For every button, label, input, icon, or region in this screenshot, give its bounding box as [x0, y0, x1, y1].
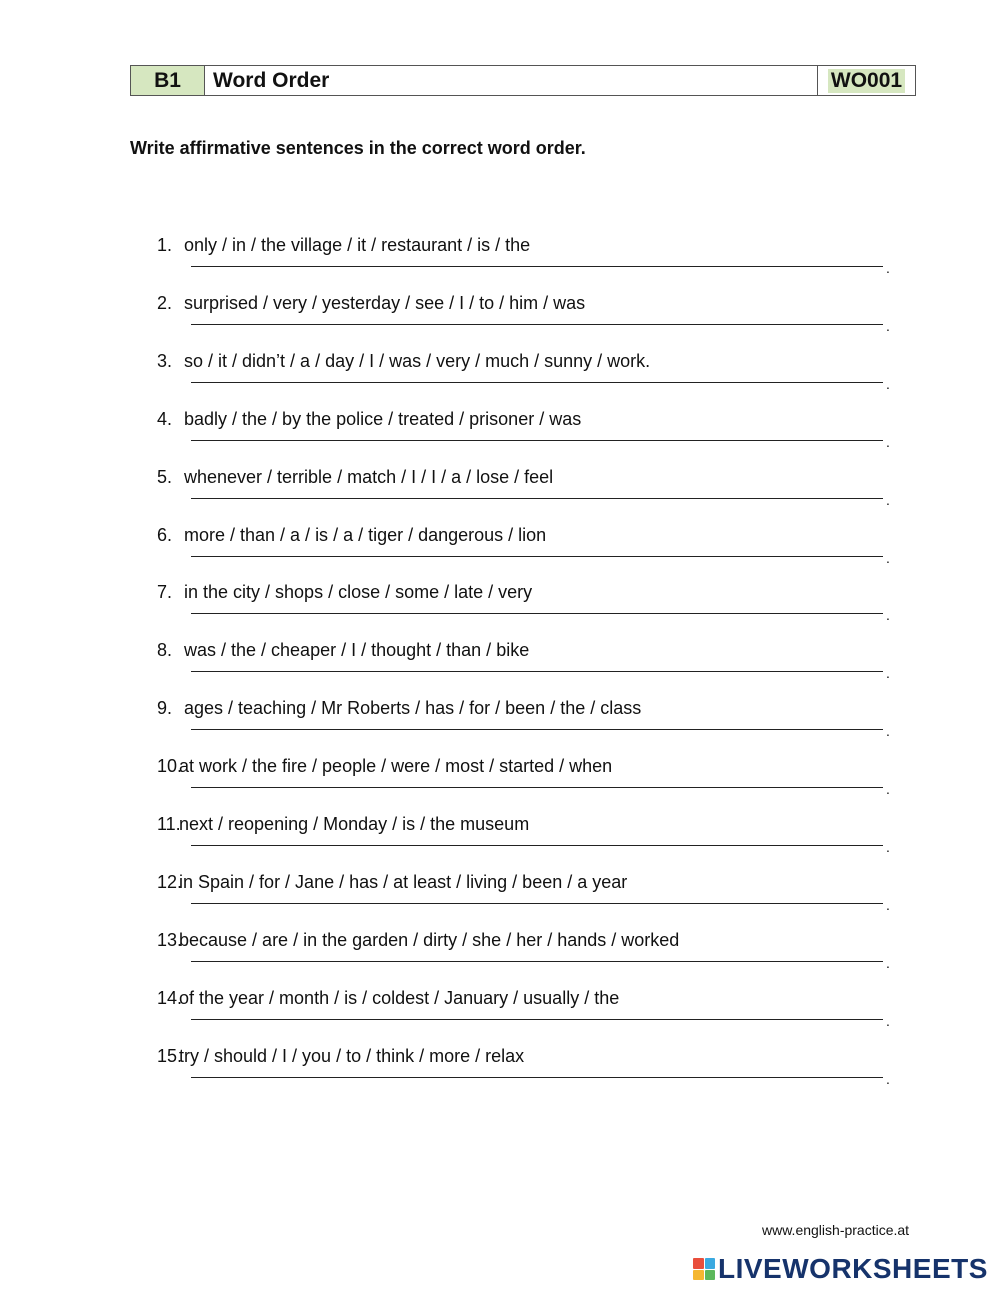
answer-period: .: [886, 607, 890, 624]
exercise-item: [150, 698, 910, 756]
exercise-item: [150, 525, 910, 583]
exercise-item: [150, 930, 910, 988]
item-number: 10.: [157, 756, 183, 777]
answer-line[interactable]: [191, 556, 883, 557]
answer-line[interactable]: [191, 498, 883, 499]
instruction-text: Write affirmative sentences in the correct word order.: [130, 138, 586, 158]
exercise-item: [150, 1046, 910, 1104]
item-words: in the city / shops / close / some / late / very: [184, 582, 533, 603]
exercise-item: [150, 756, 910, 814]
answer-line[interactable]: [191, 671, 883, 672]
site-url[interactable]: www.english-practice.at: [762, 1222, 910, 1238]
worksheet-code: WO001: [828, 69, 905, 93]
item-words: was / the / cheaper / I / thought / than / bike: [184, 640, 530, 661]
answer-period: .: [886, 839, 890, 855]
item-words: badly / the / by the police / treated / prisoner / was: [184, 408, 582, 429]
answer-period: .: [886, 1012, 890, 1029]
answer-period: .: [886, 1070, 890, 1087]
worksheet-title: Word Order: [205, 66, 818, 95]
item-words: in Spain / for / Jane / has / at least / living / been / a year: [179, 871, 628, 892]
item-number: 5.: [157, 466, 173, 487]
answer-line[interactable]: [191, 787, 883, 788]
logo-square: [693, 1258, 704, 1269]
item-number: 8.: [157, 640, 173, 661]
brand-name: LIVEWORKSHEETS: [718, 1253, 988, 1284]
item-number: 12.: [157, 871, 183, 892]
exercise-item: [150, 814, 910, 872]
answer-line[interactable]: [191, 903, 883, 904]
item-words: of the year / month / is / coldest / January / usually / the: [179, 987, 620, 1008]
answer-line[interactable]: [191, 613, 883, 614]
item-number: 13.: [157, 929, 183, 950]
answer-period: .: [886, 549, 890, 566]
exercise-item: [150, 467, 910, 525]
item-number: 3.: [157, 350, 173, 371]
brand-logo: [693, 1254, 988, 1284]
item-number: 11.: [157, 814, 181, 834]
item-number: 9.: [157, 698, 173, 719]
item-words: more / than / a / is / a / tiger / dangerous / lion: [184, 524, 547, 545]
item-words: only / in / the village / it / restaurant / is / the: [184, 235, 531, 255]
exercise-item: [150, 409, 910, 467]
item-number: 4.: [157, 408, 173, 429]
item-number: 15.: [157, 1045, 183, 1066]
item-number: 6.: [157, 524, 173, 545]
exercise-item: [150, 640, 910, 698]
answer-period: .: [886, 896, 890, 913]
logo-square: [693, 1270, 704, 1281]
answer-period: .: [886, 260, 890, 276]
item-number: 1.: [157, 235, 173, 255]
item-words: so / it / didn’t / a / day / I / was / very / much / sunny / work.: [184, 350, 651, 371]
item-words: surprised / very / yesterday / see / I / to / him / was: [184, 292, 586, 313]
item-number: 7.: [157, 582, 173, 603]
exercise-item: [150, 988, 910, 1046]
exercise-item: [150, 293, 910, 351]
answer-line[interactable]: [191, 961, 883, 962]
exercise-item: [150, 235, 910, 293]
answer-line[interactable]: [191, 1077, 883, 1078]
level-badge: B1: [131, 66, 205, 95]
answer-line[interactable]: [191, 324, 883, 325]
item-number: 2.: [157, 292, 173, 313]
answer-line[interactable]: [191, 266, 883, 267]
answer-line[interactable]: [191, 382, 883, 383]
answer-period: .: [886, 433, 890, 450]
answer-period: .: [886, 723, 890, 740]
answer-period: .: [886, 491, 890, 508]
item-words: at work / the fire / people / were / most / started / when: [179, 756, 613, 777]
exercise-item: [150, 872, 910, 930]
item-words: next / reopening / Monday / is / the museum: [179, 814, 530, 834]
item-number: 14.: [157, 987, 183, 1008]
exercise-item: [150, 351, 910, 409]
item-words: ages / teaching / Mr Roberts / has / for / been / the / class: [184, 698, 642, 719]
worksheet-code-cell: [818, 66, 915, 95]
liveworksheets-icon: [693, 1258, 715, 1280]
logo-square: [705, 1270, 716, 1281]
exercise-item: [150, 582, 910, 640]
answer-line[interactable]: [191, 1019, 883, 1020]
item-words: whenever / terrible / match / I / I / a / lose / feel: [184, 466, 554, 487]
answer-period: .: [886, 781, 890, 798]
answer-line[interactable]: [191, 440, 883, 441]
worksheet-header: [130, 65, 916, 96]
item-words: try / should / I / you / to / think / more / relax: [179, 1045, 525, 1066]
logo-square: [705, 1258, 716, 1269]
answer-line[interactable]: [191, 845, 883, 846]
answer-line[interactable]: [191, 729, 883, 730]
answer-period: .: [886, 375, 890, 392]
answer-period: .: [886, 317, 890, 334]
answer-period: .: [886, 665, 890, 682]
answer-period: .: [886, 954, 890, 971]
item-words: because / are / in the garden / dirty / she / her / hands / worked: [179, 929, 680, 950]
